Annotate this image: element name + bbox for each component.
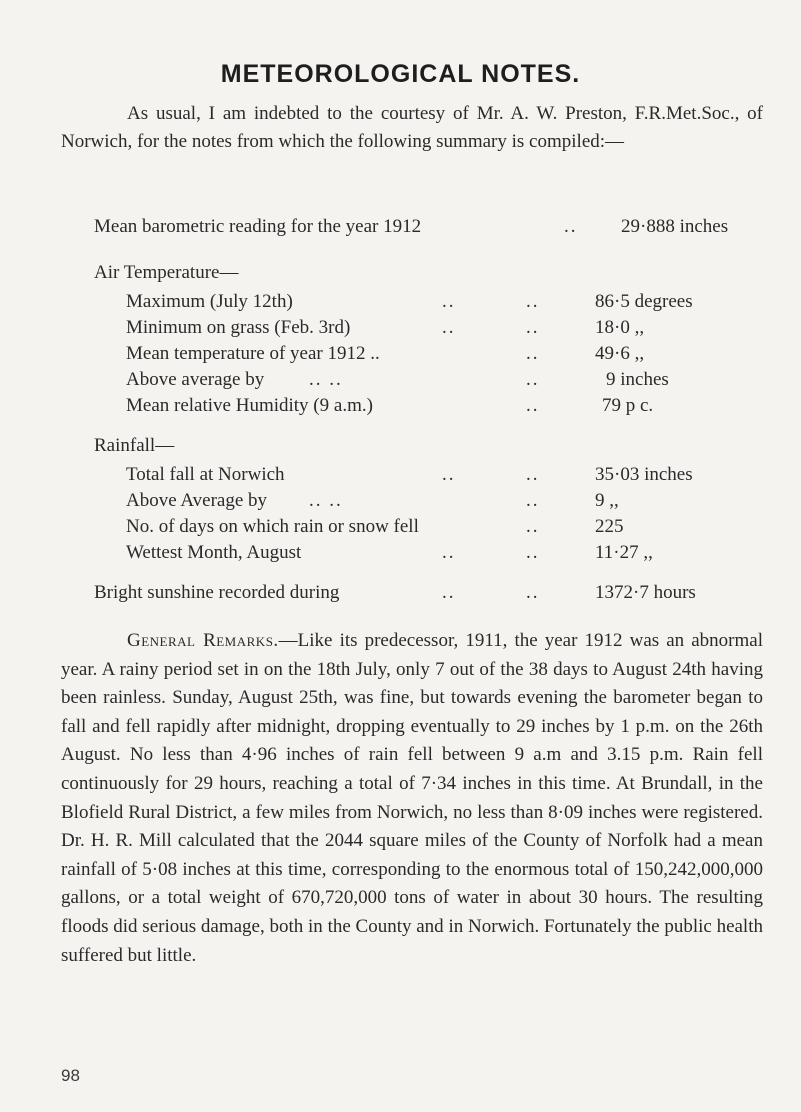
temperature-dots: .. .. [309,369,343,390]
temperature-value: 18·0 ,, [595,317,645,338]
temperature-label: Minimum on grass (Feb. 3rd) [126,317,351,338]
temperature-dots: .. [526,369,540,390]
rainfall-dots: .. .. [309,490,343,511]
rainfall-value: 11·27 ,, [595,542,653,563]
temperature-dots: .. [526,291,540,312]
rainfall-dots: .. [526,516,540,537]
rainfall-value: 9 ,, [595,490,619,511]
remarks-heading: General Remarks. [127,630,279,651]
temperature-value: 49·6 ,, [595,343,645,364]
temperature-dots: .. [442,291,456,312]
sunshine-dots: .. [526,582,540,603]
rainfall-value: 225 [595,516,624,537]
rainfall-label: No. of days on which rain or snow fell [126,516,419,537]
page-title: METEOROLOGICAL NOTES. [220,60,581,88]
sunshine-value: 1372·7 hours [595,582,696,603]
sunshine-label: Bright sunshine recorded during [94,582,340,603]
rainfall-dots: .. [526,490,540,511]
page-number: 98 [61,1066,80,1085]
rainfall-value: 35·03 inches [595,464,693,485]
rainfall-label: Wettest Month, August [126,542,302,563]
temperature-dots: .. [442,317,456,338]
rainfall-label: Total fall at Norwich [126,464,285,485]
temperature-label: Above average by [126,369,265,390]
temperature-dots: .. [526,317,540,338]
rainfall-dots: .. [526,464,540,485]
temperature-label: Mean relative Humidity (9 a.m.) [126,395,373,416]
temperature-value: 79 p c. [602,395,654,416]
general-remarks [61,627,763,970]
barometer-label: Mean barometric reading for the year 1912 [94,216,422,237]
temperature-label: Mean temperature of year 1912 .. [126,343,380,364]
sunshine-dots: .. [442,582,456,603]
barometer-dots: .. [564,216,578,237]
barometer-value: 29·888 inches [621,216,729,237]
temperature-value: 86·5 degrees [595,291,693,312]
intro-paragraph [61,100,763,156]
rainfall-dots: .. [442,542,456,563]
remarks-body: —Like its predecessor, 1911, the year 1912 was an abnormal year. A rainy period set in on the 18th July, only 7 out of the 38 days to August 24th having been rainless. Sunday, August 25th, was fine, but towards evening the barometer began to fall and fell rapidly after midnight, dropping eventually to 29 inches by 1 p.m. on the 26th August. No less than 4·96 inches of rain fell between 9 a.m and 3.15 p.m. Rain fell continuously for 29 hours, reaching a total of 7·34 inches in this time. At Brundall, in the Blofield Rural District, a few miles from Norwich, no less than 8·09 inches were registered. Dr. H. R. Mill calculated that the 2044 square miles of the County of Norfolk had a mean rainfall of 5·08 inches at this time, corresponding to the enormous total of 150,242,000,000 gallons, or a total weight of 670,720,000 tons of water in about 30 hours. The resulting floods did serious damage, both in the County and in Norwich. Fortunately the public health suffered but little. [61,630,763,966]
air-temperature-heading: Air Temperature— [94,262,239,283]
rainfall-dots: .. [526,542,540,563]
temperature-label: Maximum (July 12th) [126,291,293,312]
intro-text: As usual, I am indebted to the courtesy of Mr. A. W. Preston, F.R.Met.Soc., of Norwich, for the notes from which the following summary is compiled:— [61,103,763,152]
temperature-dots: .. [526,395,540,416]
rainfall-dots: .. [442,464,456,485]
temperature-value: 9 inches [606,369,669,390]
rainfall-heading: Rainfall— [94,435,175,456]
temperature-dots: .. [526,343,540,364]
rainfall-label: Above Average by [126,490,268,511]
